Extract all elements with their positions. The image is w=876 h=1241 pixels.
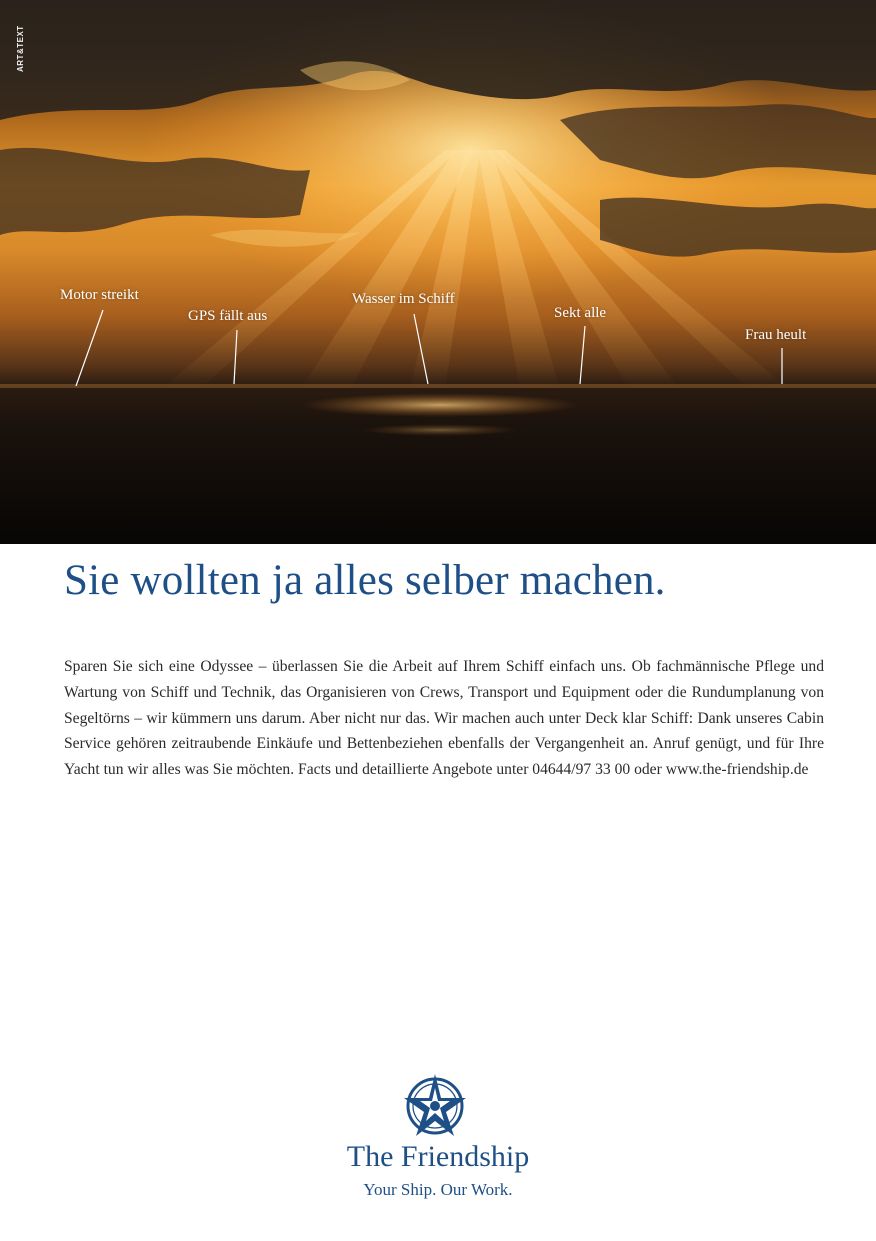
sunset-sea-photo	[0, 0, 876, 544]
callout-motor: Motor streikt	[60, 287, 139, 303]
callout-frau: Frau heult	[745, 327, 807, 343]
brand-name: The Friendship	[346, 1140, 530, 1173]
headline: Sie wollten ja alles selber machen.	[64, 557, 666, 604]
callout-gps: GPS fällt aus	[188, 308, 268, 324]
callout-line-sekt	[580, 326, 585, 384]
friendship-star-logo-icon	[402, 1072, 468, 1138]
body-copy: Sparen Sie sich eine Odyssee – überlassen Sie die Arbeit auf Ihrem Schiff einfach uns. Ob fachmännische Pflege und Wartung von Schiff und Technik, das Organisieren von Crews, Transport und Equipment oder die Rundumplanung von Segeltörns – wir kümmern uns darum. Aber nicht nur das. Wir machen auch unter Deck klar Schiff: Dank unseres Cabin Service gehören zeitraubende Einkäufe und Bettenbeziehen ebenfalls der Vergangenheit an. Anruf genügt, und für Ihre Yacht tun wir alles was Sie möchten. Facts und detaillierte Angebote unter 04644/97 33 00 oder www.the-friendship.de	[64, 658, 824, 779]
photo-artwork	[0, 0, 876, 544]
photo-credit: ART&TEXT	[16, 25, 25, 72]
callout-line-motor	[76, 310, 103, 386]
callout-wasser: Wasser im Schiff	[352, 291, 455, 307]
callout-sekt: Sekt alle	[554, 305, 607, 321]
brand-tagline: Your Ship. Our Work.	[363, 1180, 513, 1199]
